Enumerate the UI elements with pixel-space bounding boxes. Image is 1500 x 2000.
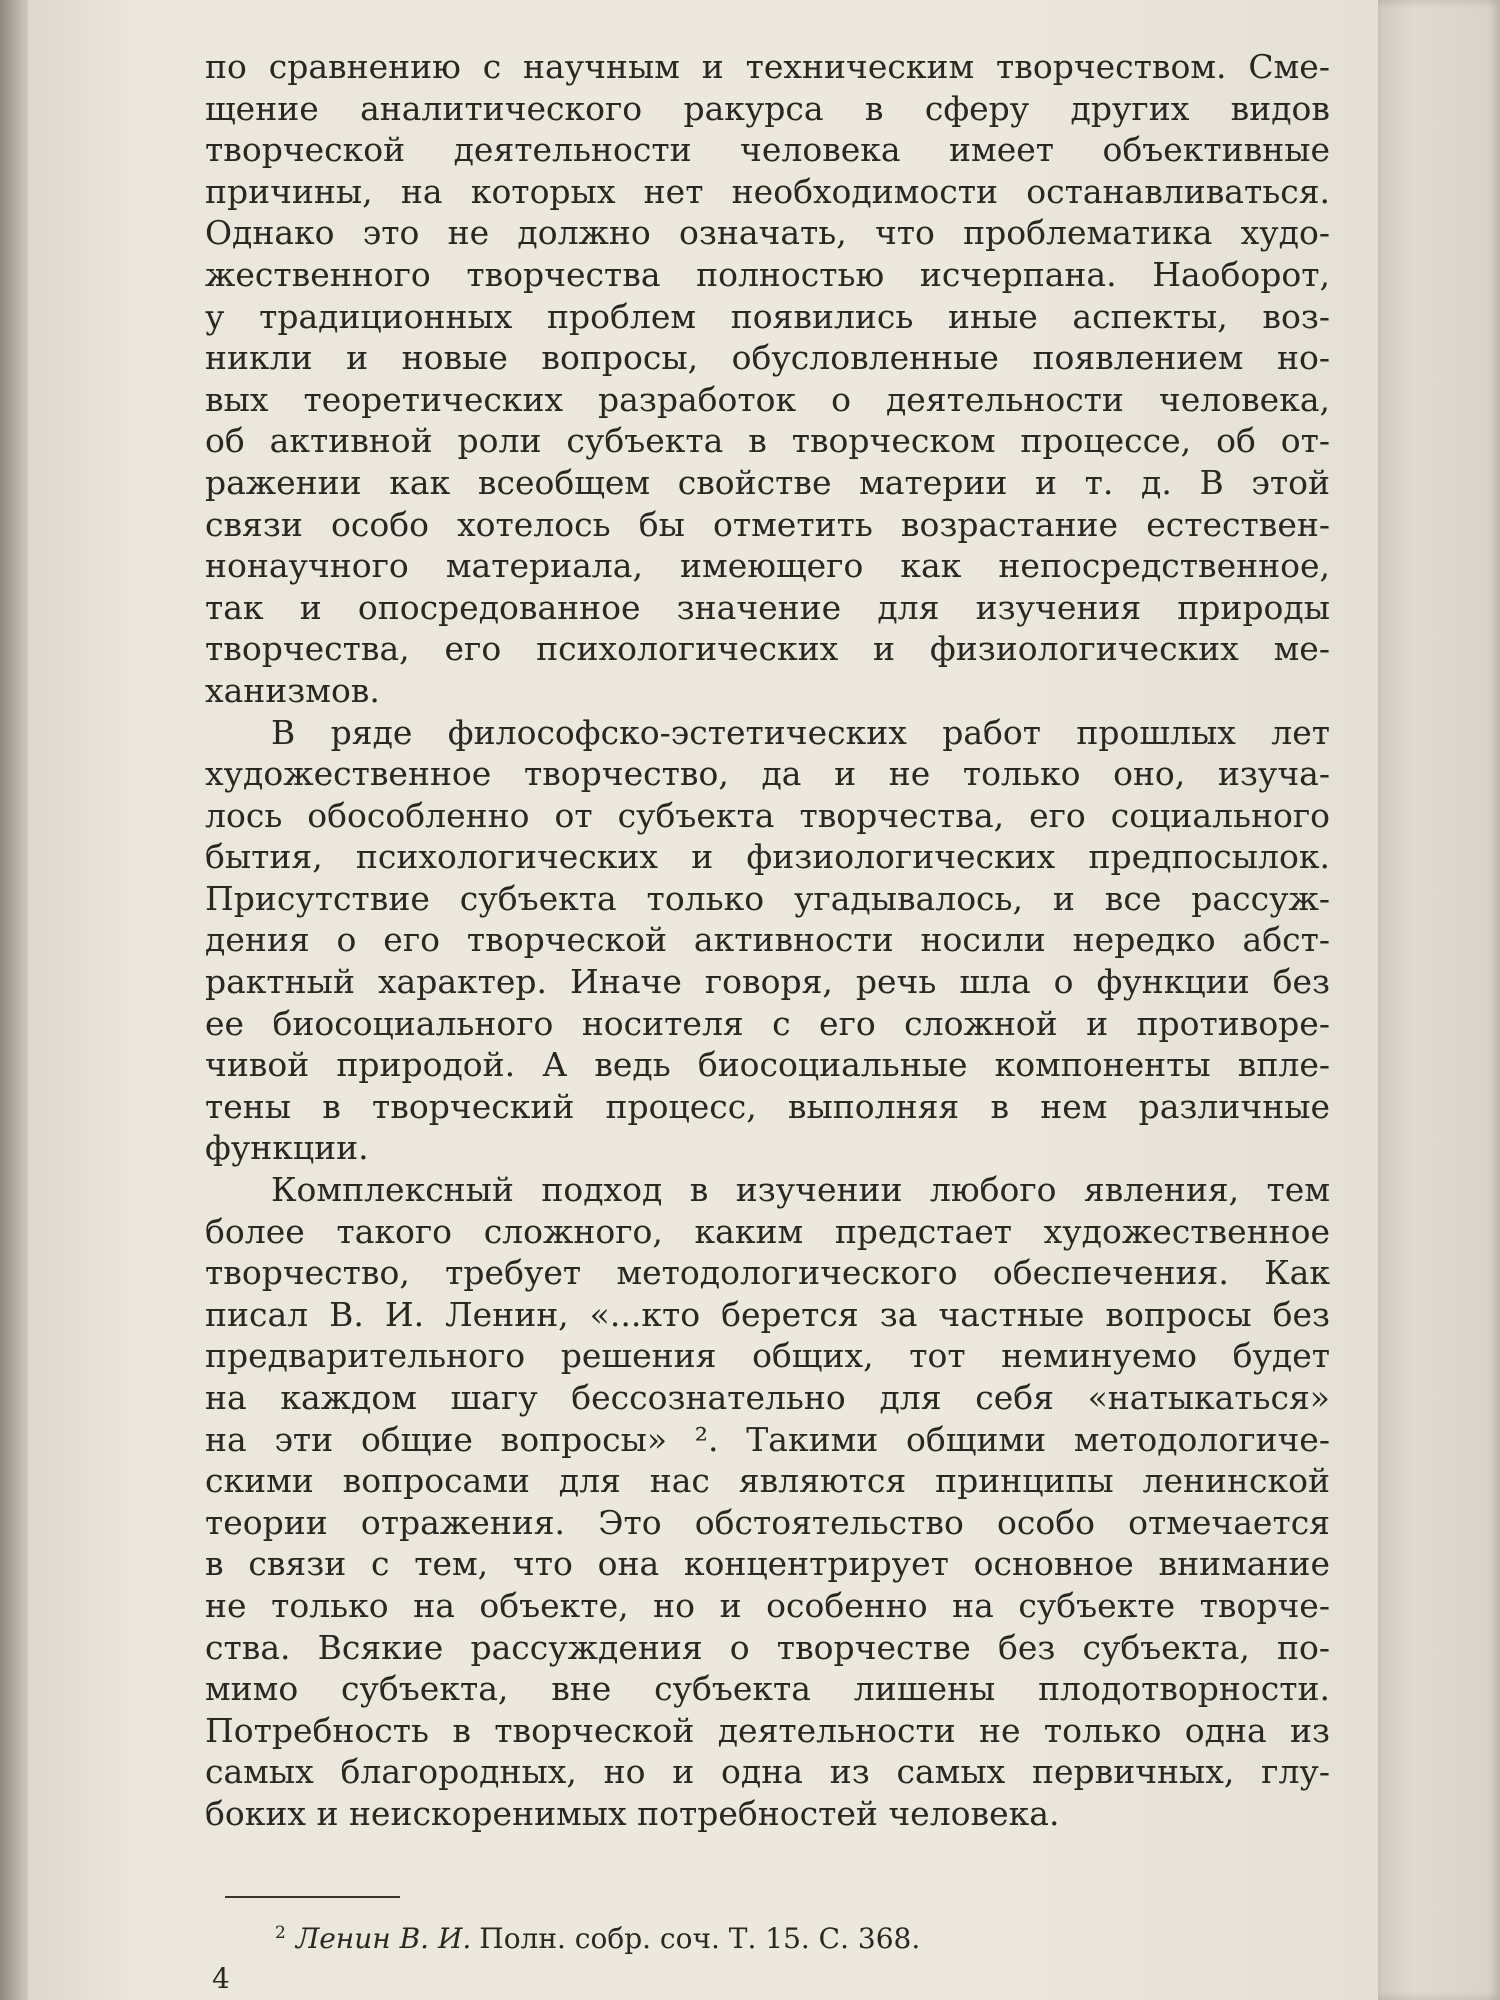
text-line: писал В. И. Ленин, «...кто берется за частные вопросы без xyxy=(205,1294,1330,1334)
text-line: Однако это не должно означать, что проблематика худо- xyxy=(205,213,1330,253)
text-line: дения о его творческой активности носили нередко абст- xyxy=(205,920,1330,960)
text-line: функции. xyxy=(205,1128,369,1168)
text-line: ства. Всякие рассуждения о творчестве без субъекта, по- xyxy=(205,1627,1330,1667)
text-line: творчества, его психологических и физиологических ме- xyxy=(205,629,1330,669)
text-line: чивой природой. А ведь биосоциальные компоненты впле- xyxy=(205,1045,1330,1085)
text-line: самых благородных, но и одна из самых первичных, глу- xyxy=(205,1752,1330,1792)
text-line: более такого сложного, каким предстает художественное xyxy=(205,1211,1330,1251)
text-line: ражении как всеобщем свойстве материи и т. д. В этой xyxy=(205,462,1330,502)
text-line: тены в творческий процесс, выполняя в нем различные xyxy=(205,1086,1330,1126)
text-line: не только на объекте, но и особенно на субъекте творче- xyxy=(205,1585,1330,1625)
text-line: Потребность в творческой деятельности не только одна из xyxy=(205,1710,1330,1750)
paragraph xyxy=(205,712,1330,1170)
body-text xyxy=(205,46,1330,1835)
text-line: теории отражения. Это обстоятельство особо отмечается xyxy=(205,1502,1330,1542)
adjacent-page-edge xyxy=(1378,0,1500,2000)
footnote-source: Полн. собр. соч. Т. 15. С. 368. xyxy=(479,1922,921,1955)
text-line: творческой деятельности человека имеет объективные xyxy=(205,130,1330,170)
text-line: щение аналитического ракурса в сферу других видов xyxy=(205,88,1330,128)
text-line: нонаучного материала, имеющего как непосредственное, xyxy=(205,546,1330,586)
book-spine-shadow xyxy=(0,0,28,2000)
text-line: боких и неискоренимых потребностей человека. xyxy=(205,1793,1060,1833)
text-line: скими вопросами для нас являются принципы ленинской xyxy=(205,1461,1330,1501)
text-line: лось обособленно от субъекта творчества, его социального xyxy=(205,795,1330,835)
footnote-number: 2 xyxy=(275,1922,286,1943)
footnote-author: Ленин В. И. xyxy=(295,1922,472,1955)
text-line: творчество, требует методологического обеспечения. Как xyxy=(205,1253,1330,1293)
text-line: рактный характер. Иначе говоря, речь шла о функции без xyxy=(205,962,1330,1002)
text-line: у традиционных проблем появились иные аспекты, воз- xyxy=(205,296,1330,336)
footnote xyxy=(275,1922,920,1955)
text-line: об активной роли субъекта в творческом процессе, об от- xyxy=(205,421,1330,461)
text-line: Присутствие субъекта только угадывалось, и все рассуж- xyxy=(205,878,1330,918)
text-line: предварительного решения общих, тот неминуемо будет xyxy=(205,1336,1330,1376)
text-line: Комплексный подход в изучении любого явления, тем xyxy=(271,1170,1330,1210)
text-line: бытия, психологических и физиологических предпосылок. xyxy=(205,837,1330,877)
text-line: так и опосредованное значение для изучения природы xyxy=(205,587,1330,627)
page-number: 4 xyxy=(212,1962,230,1995)
text-line: жественного творчества полностью исчерпана. Наоборот, xyxy=(205,254,1330,294)
text-line: в связи с тем, что она концентрирует основное внимание xyxy=(205,1544,1330,1584)
text-line: вых теоретических разработок о деятельности человека, xyxy=(205,379,1330,419)
paragraph xyxy=(205,1169,1330,1835)
text-line: ее биосоциального носителя с его сложной и противоре- xyxy=(205,1003,1330,1043)
text-line: связи особо хотелось бы отметить возрастание естествен- xyxy=(205,504,1330,544)
text-line: по сравнению с научным и техническим творчеством. Сме- xyxy=(205,47,1330,86)
text-line: мимо субъекта, вне субъекта лишены плодотворности. xyxy=(205,1669,1330,1709)
footnote-separator xyxy=(225,1896,400,1898)
text-line: никли и новые вопросы, обусловленные появлением но- xyxy=(205,338,1330,378)
text-line: В ряде философско-эстетических работ прошлых лет xyxy=(271,712,1330,752)
text-line: на эти общие вопросы» ². Такими общими методологиче- xyxy=(205,1419,1330,1459)
text-line: ханизмов. xyxy=(205,670,380,710)
paragraph xyxy=(205,46,1330,712)
text-line: на каждом шагу бессознательно для себя «натыкаться» xyxy=(205,1378,1330,1417)
text-line: художественное творчество, да и не только оно, изуча- xyxy=(205,754,1330,794)
text-line: причины, на которых нет необходимости останавливаться. xyxy=(205,171,1330,211)
